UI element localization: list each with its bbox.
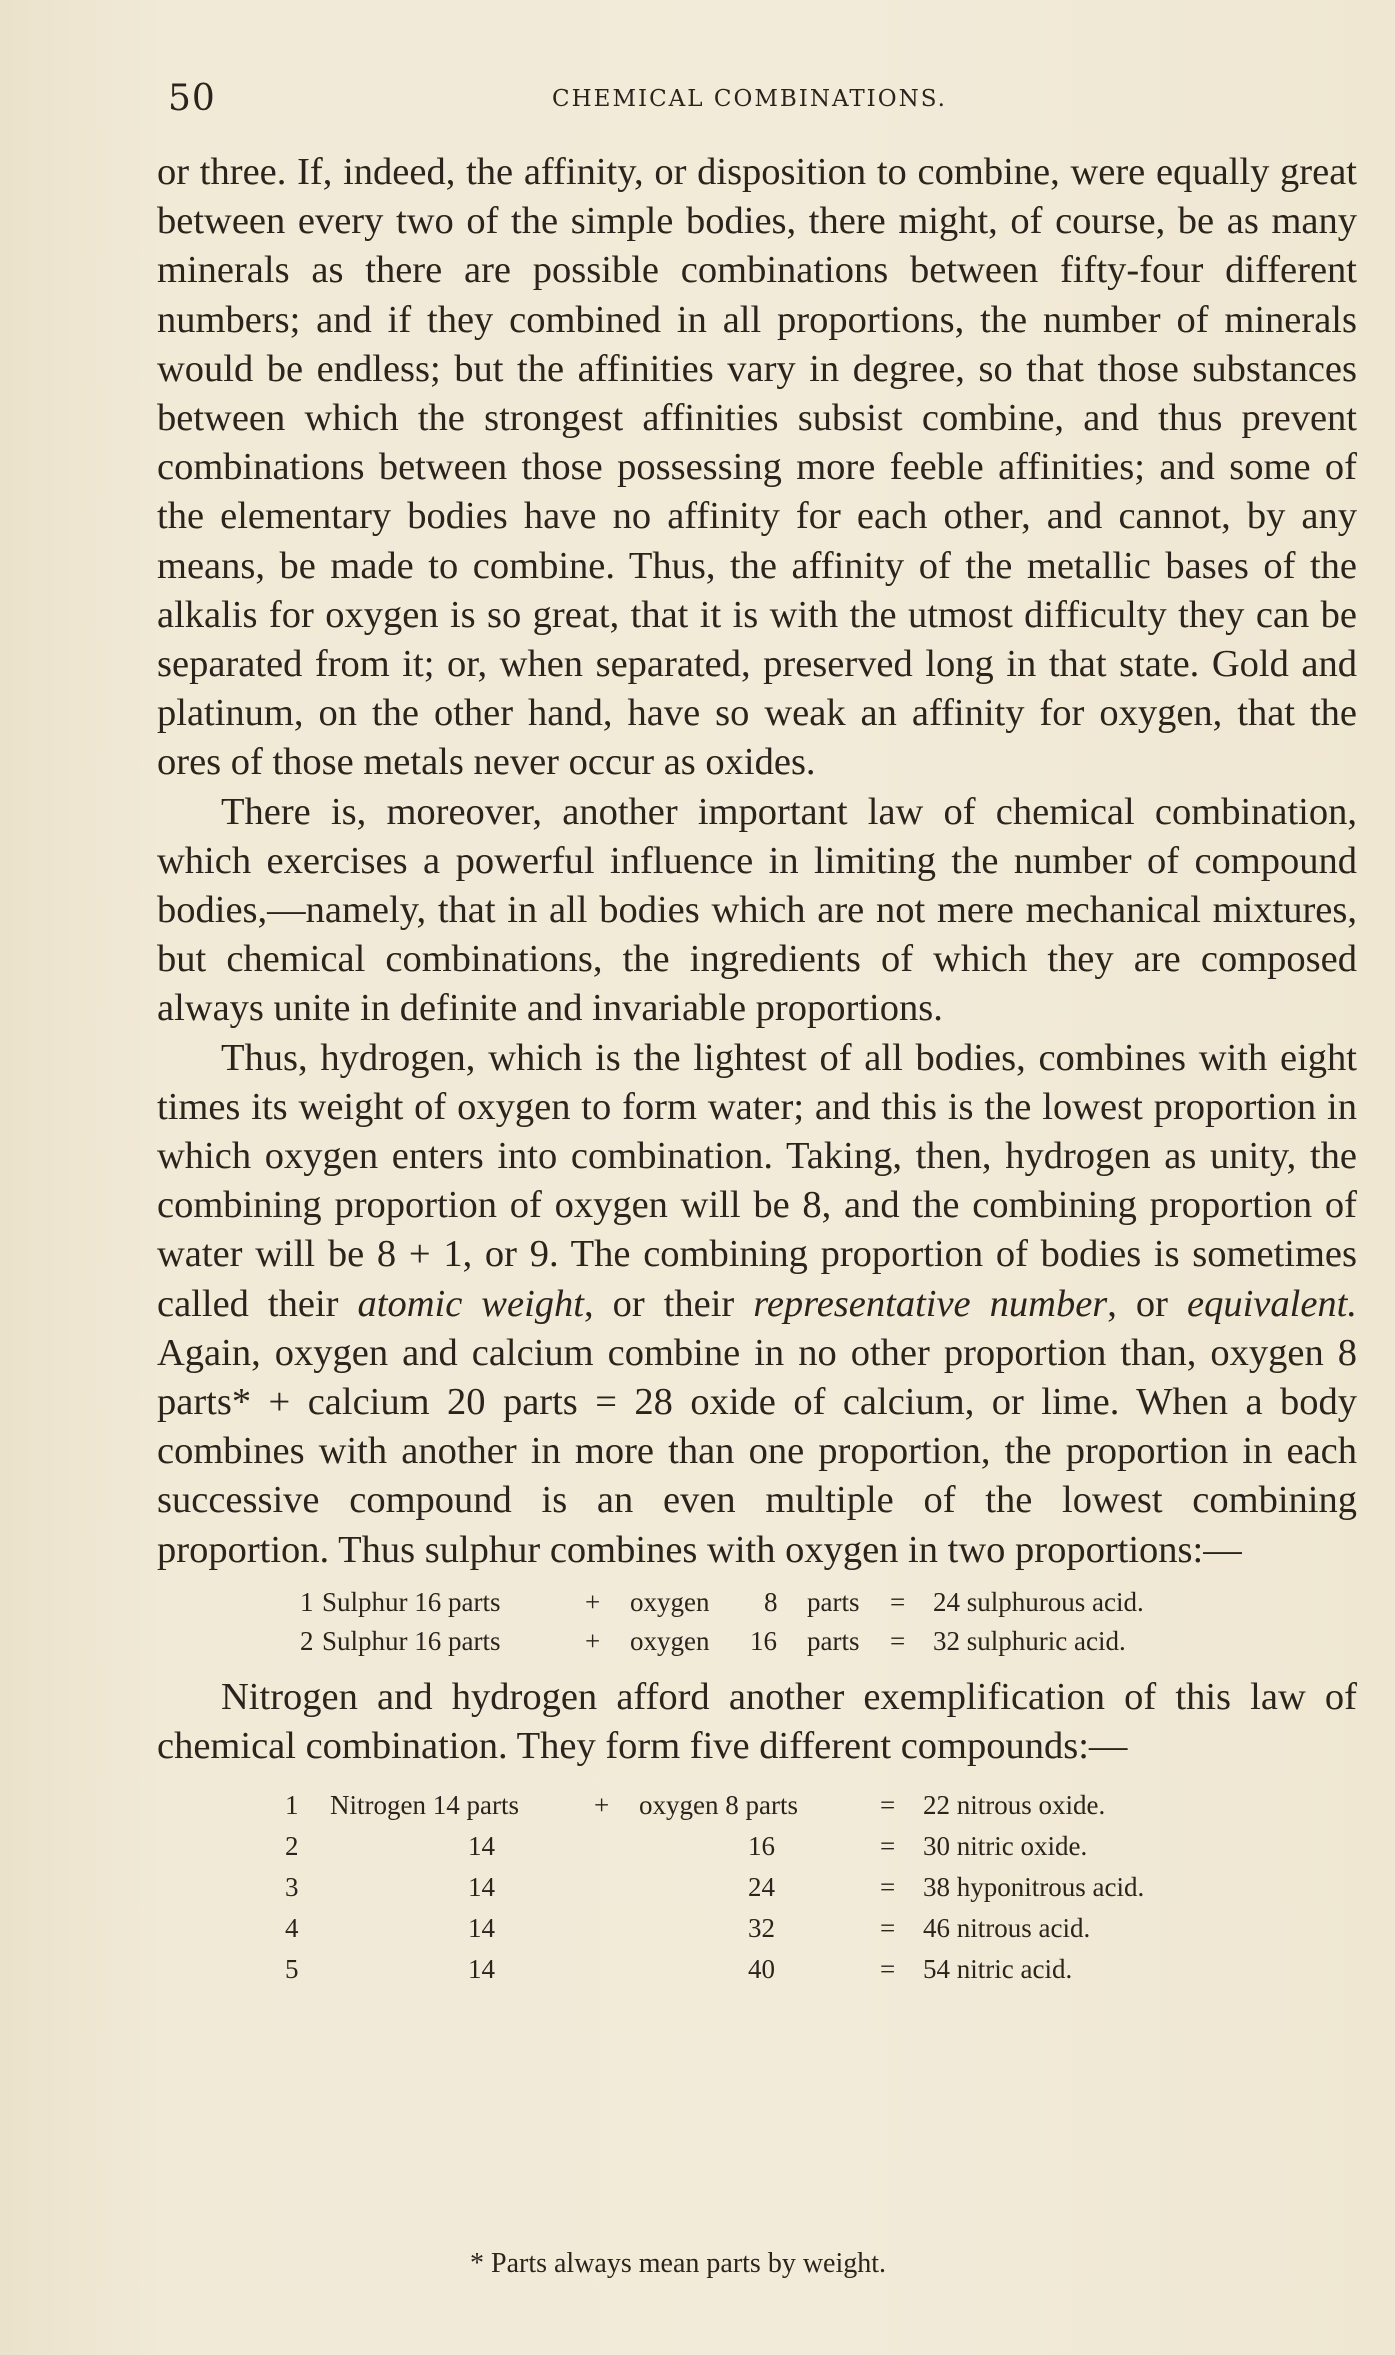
oxygen-parts: oxygen 8 parts xyxy=(639,1790,798,1821)
footnote: * Parts always mean parts by weight. xyxy=(470,2248,887,2279)
hydrogen-text-a: Thus, hydrogen, which is the lightest of all bodies, combines with eight times its weight of oxygen to form water; and this is the lowest proportion in which oxygen enters into combination. Taking, then, hydrogen as unity, the combining proportion of oxygen will be 8, and the combining proportion of water will be 8 + 1, or 9. The combining proportion of bodies is sometimes called their xyxy=(157,1036,1357,1325)
oxygen-amount: 24 xyxy=(748,1872,775,1903)
row-number: 4 xyxy=(285,1913,299,1944)
hydrogen-text-b: , or their xyxy=(583,1282,754,1325)
hydrogen-text-c: , or xyxy=(1107,1282,1188,1325)
paragraph-hydrogen xyxy=(157,1034,1357,1575)
compound-result: 38 hyponitrous acid. xyxy=(923,1872,1145,1903)
equals-sign: = xyxy=(880,1872,896,1903)
compound-result: 24 sulphurous acid. xyxy=(933,1586,1144,1617)
nitrogen-row xyxy=(157,1822,1357,1863)
oxygen-label: oxygen xyxy=(630,1586,710,1617)
term-representative-number: representative number xyxy=(753,1282,1108,1325)
body-text xyxy=(157,148,1357,1986)
row-number: 1 xyxy=(300,1586,314,1617)
sulphur-parts: Sulphur 16 parts xyxy=(322,1586,501,1617)
compound-result: 30 nitric oxide. xyxy=(923,1831,1088,1862)
plus-sign: + xyxy=(585,1586,601,1617)
nitrogen-row xyxy=(157,1945,1357,1986)
page-header xyxy=(160,78,1360,128)
nitrogen-amount: 14 xyxy=(468,1831,495,1862)
nitrogen-amount: 14 xyxy=(468,1872,495,1903)
oxygen-amount: 32 xyxy=(748,1913,775,1944)
row-number: 2 xyxy=(285,1831,299,1862)
compound-result: 32 sulphuric acid. xyxy=(933,1625,1126,1656)
sulphur-row xyxy=(157,1622,1357,1661)
paragraph-definite-proportions: There is, moreover, another important law of chemical combination, which exercises a powerful influence in limiting the number of compound bodies,—namely, that in all bodies which are not mere mechanical mixtures, but chemical combinations, the ingredients of which they are composed always unite in definite and invariable proportions. xyxy=(157,790,1357,1030)
row-number: 2 xyxy=(300,1625,314,1656)
nitrogen-row xyxy=(157,1904,1357,1945)
plus-sign: + xyxy=(585,1625,601,1656)
compound-result: 54 nitric acid. xyxy=(923,1954,1073,1985)
sulphur-parts: Sulphur 16 parts xyxy=(322,1625,501,1656)
oxygen-amount: 16 xyxy=(750,1625,777,1656)
oxygen-label: oxygen xyxy=(630,1625,710,1656)
term-equivalent: equivalent. xyxy=(1187,1282,1357,1325)
paragraph-nitrogen: Nitrogen and hydrogen afford another exemplification of this law of chemical combination. They form five different compounds:— xyxy=(157,1675,1357,1768)
running-head: CHEMICAL COMBINATIONS. xyxy=(552,86,947,112)
nitrogen-table xyxy=(157,1781,1357,1986)
equals-sign: = xyxy=(890,1625,906,1656)
row-number: 3 xyxy=(285,1872,299,1903)
row-number: 5 xyxy=(285,1954,299,1985)
equals-sign: = xyxy=(880,1790,896,1821)
equals-sign: = xyxy=(880,1913,896,1944)
page-number: 50 xyxy=(168,78,216,119)
sulphur-table xyxy=(157,1583,1357,1661)
parts-label: parts xyxy=(807,1586,860,1617)
equals-sign: = xyxy=(880,1831,896,1862)
equals-sign: = xyxy=(890,1586,906,1617)
term-atomic-weight: atomic weight xyxy=(357,1282,584,1325)
equals-sign: = xyxy=(880,1954,896,1985)
paragraph-affinity: or three. If, indeed, the affinity, or disposition to combine, were equally great between every two of the simple bodies, there might, of course, be as many minerals as there are possible combinations between fifty-four different numbers; and if they combined in all proportions, the number of minerals would be endless; but the affinities vary in degree, so that those substances between which the strongest affinities subsist combine, and thus prevent combinations between those possessing more feeble affinities; and some of the elementary bodies have no affinity for each other, and cannot, by any means, be made to combine. Thus, the affinity of the metallic bases of the alkalis for oxygen is so great, that it is with the utmost difficulty they can be separated from it; or, when separated, preserved long in that state. Gold and platinum, on the other hand, have so weak an affinity for oxygen, that the ores of those metals never occur as oxides. xyxy=(157,151,1357,784)
nitrogen-row xyxy=(157,1863,1357,1904)
oxygen-amount: 8 xyxy=(764,1586,778,1617)
nitrogen-amount: 14 xyxy=(468,1913,495,1944)
oxygen-amount: 16 xyxy=(748,1831,775,1862)
compound-result: 46 nitrous acid. xyxy=(923,1913,1091,1944)
oxygen-amount: 40 xyxy=(748,1954,775,1985)
compound-result: 22 nitrous oxide. xyxy=(923,1790,1106,1821)
nitrogen-parts: Nitrogen 14 parts xyxy=(330,1790,519,1821)
nitrogen-row xyxy=(157,1781,1357,1822)
nitrogen-amount: 14 xyxy=(468,1954,495,1985)
row-number: 1 xyxy=(285,1790,299,1821)
parts-label: parts xyxy=(807,1625,860,1656)
plus-sign: + xyxy=(594,1790,610,1821)
hydrogen-text-d: Again, oxygen and calcium combine in no other proportion than, oxygen 8 parts* + calcium 20 parts = 28 oxide of calcium, or lime. When a body combines with another in more than one proportion, the proportion in each successive compound is an even multiple of the lowest combining proportion. Thus sulphur combines with oxygen in two proportions:— xyxy=(157,1331,1357,1571)
sulphur-row xyxy=(157,1583,1357,1622)
